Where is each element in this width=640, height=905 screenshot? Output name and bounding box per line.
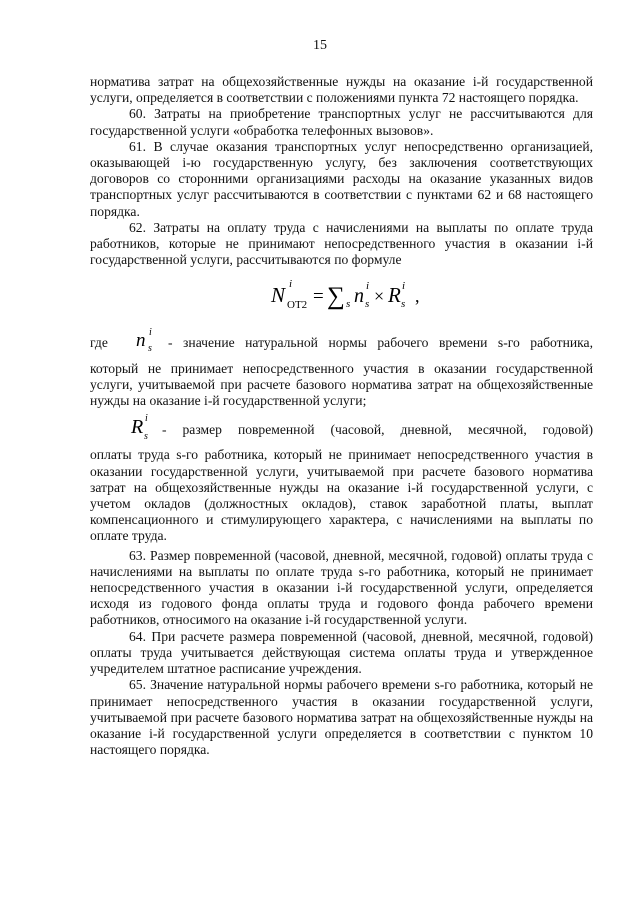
symbol-r: [130, 413, 162, 447]
paragraph-60: 60. Затраты на приобретение транспортных услуг не рассчитываются для государственной услуги «обработка телефонных вызовов».: [90, 106, 593, 138]
symbol-r-sup: i: [145, 413, 148, 425]
symbol-n-sup: i: [149, 327, 152, 339]
paragraph-62: 62. Затраты на оплату труда с начислениями на выплаты по оплате труда работников, которые не принимают непосредственного участия в оказании i-й государственной услуги, рассчитываются по формуле: [90, 219, 593, 268]
formula-times: ×: [373, 286, 384, 307]
definition-r: [90, 413, 593, 544]
paragraph-63: 63. Размер повременной (часовой, дневной, месячной, годовой) оплаты труда с начислениями на выплаты по оплате труда s-го работника, который не принимает непосредственного участия в оказании i-й государственной услуги, определяется исходя из годового фонда оплаты труда и годового фонда рабочего времени работников, относимого на оказание i-й государственной услуги.: [90, 547, 593, 628]
page-number: 15: [313, 38, 327, 53]
definition-r-text: оплаты труда s-го работника, который не принимает непосредственного участия в оказании государственной услуги, учитываемой при расчете базового норматива затрат на общехозяйственные нужды на оказание i-й государственной услуги, с учетом окладов (должностных окладов), ставок заработной платы, выплат компенсационного и стимулирующего характера, с начислениями на выплаты по оплате труда.: [90, 447, 593, 544]
definition-n: [90, 326, 593, 409]
definition-n-text: который не принимает непосредственного участия в оказании государственной услуги, учитываемой при расчете базового норматива затрат на общехозяйственные нужды на оказание i-й государственной услуги;: [90, 360, 593, 409]
formula-tail: ,: [414, 286, 419, 307]
symbol-r-base: R: [131, 416, 144, 439]
definition-n-head: - значение натуральной нормы рабочего времени s-го работника,: [168, 335, 593, 351]
formula-not2: [267, 275, 437, 315]
formula-n-sup: i: [365, 280, 369, 293]
paragraph-64: 64. При расчете размера повременной (часовой, дневной, месячной, годовой) оплаты труда учитывается действующая система оплаты труда и утвержденное учредителем штатное расписание учреждения.: [90, 628, 593, 677]
formula-r: R: [387, 283, 401, 308]
formula-sum: ∑: [326, 283, 345, 311]
formula-block: [90, 268, 593, 322]
paragraph-intro: норматива затрат на общехозяйственные нужды на оказание i-й государственной услуги, определяется в соответствии с положениями пункта 72 настоящего порядка.: [90, 74, 593, 106]
symbol-n-sub: s: [148, 343, 152, 355]
definition-r-head: - размер повременной (часовой, дневной, месячной, годовой): [162, 422, 593, 438]
symbol-n: [134, 326, 168, 360]
definition-prefix: где: [90, 335, 108, 351]
formula-lhs-sup: i: [288, 278, 292, 291]
paragraph-65: 65. Значение натуральной нормы рабочего времени s-го работника, который не принимает непосредственного участия в оказании государственной услуги, учитываемой при расчете базового норматива затрат на общехозяйственные нужды на оказание i-й государственной услуги определяется в соответствии с пунктом 10 настоящего порядка.: [90, 677, 593, 758]
paragraph-61: 61. В случае оказания транспортных услуг непосредственно организацией, оказывающей i-ю государственную услугу, без заключения соответствующих договоров со сторонними организациями расходы на оказание указанных видов транспортных услуг рассчитываются в соответствии с пунктами 62 и 68 настоящего порядка.: [90, 138, 593, 219]
symbol-r-sub: s: [144, 431, 148, 443]
formula-n: n: [353, 285, 364, 308]
formula-equals: =: [312, 286, 324, 308]
formula-n-sub: s: [364, 298, 369, 311]
symbol-n-base: n: [136, 330, 146, 352]
formula-sum-sub: s: [345, 298, 350, 311]
formula-lhs-sub: ОТ2: [286, 299, 307, 312]
document-body: [90, 74, 593, 758]
formula-r-sup: i: [401, 280, 405, 293]
formula-lhs: N: [270, 283, 285, 308]
formula-r-sub: s: [400, 298, 405, 311]
